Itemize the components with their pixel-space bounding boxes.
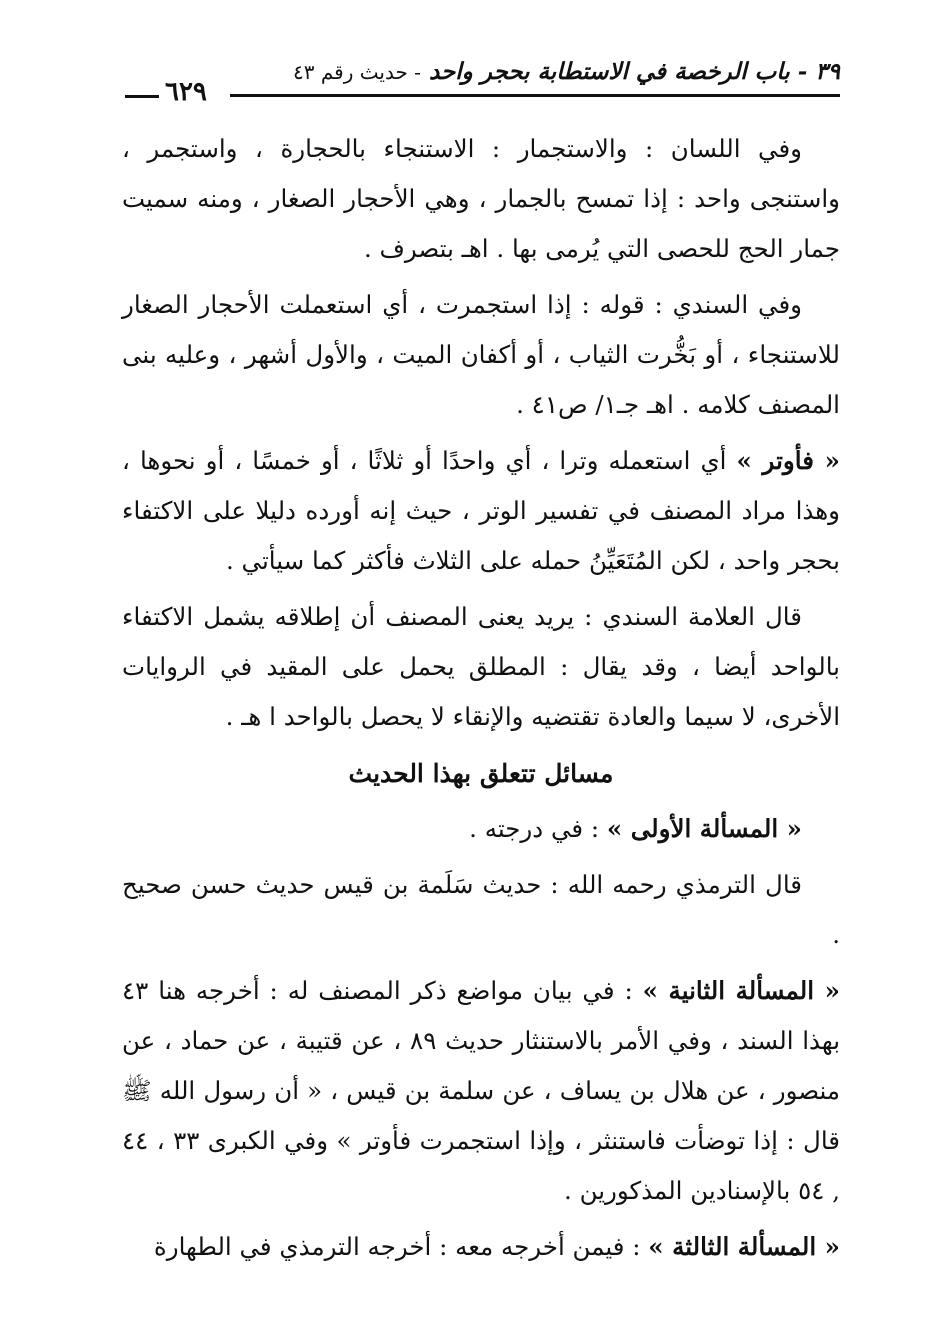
running-header xyxy=(125,58,840,108)
paragraph-text: وفي اللسان : والاستجمار : الاستنجاء بالحجارة ، واستجمر ، واستنجى واحد : إذا تمسح بالجمار ، وهي الأحجار الصغار ، ومنه سميت جمار الحج للحصى التي يُرمى بها . اهـ بتصرف . xyxy=(122,134,840,263)
masala-text: : فيمن أخرجه معه : أخرجه الترمذي في الطهارة xyxy=(153,1232,649,1261)
masala-1 xyxy=(122,804,840,854)
paragraph-text: قال الترمذي رحمه الله : حديث سَلَمة بن قيس حديث حسن صحيح . xyxy=(122,870,840,949)
paragraph-allama xyxy=(122,592,840,742)
masala-label: « المسألة الأولى » xyxy=(606,814,802,843)
chapter-heading xyxy=(293,58,840,85)
header-rule xyxy=(230,94,840,97)
paragraph-text: أي استعمله وترا ، أي واحدًا أو ثلاثًا ، أو خمسًا ، أو نحوها ، وهذا مراد المصنف في تفسير الوتر ، حيث إنه أورده دليلا على الاكتفاء بحجر واحد ، لكن المُتَعَيِّنُ حمله على الثلاث فأكثر كما سيأتي . xyxy=(122,446,840,575)
masala-label: « المسألة الثانية » xyxy=(642,976,840,1005)
keyword-lead: « فأوتر » xyxy=(736,446,840,475)
masala-3 xyxy=(122,1222,840,1272)
page-number-dash xyxy=(125,95,159,98)
paragraph-fa-awtir xyxy=(122,436,840,586)
section-title: مسائل تتعلق بهذا الحديث xyxy=(348,759,614,788)
hadith-number-label: - حديث رقم ٤٣ xyxy=(293,60,421,84)
masala-text: : في درجته . xyxy=(469,814,607,843)
masala-text: : في بيان مواضع ذكر المصنف له : أخرجه هنا ٤٣ بهذا السند ، وفي الأمر بالاستنثار حديث ٨٩ ، عن قتيبة ، عن حماد ، عن منصور ، عن هلال بن يساف ، عن سلمة بن قيس ، « أن رسول الله ﷺ قال : إذا توضأت فاستنثر ، وإذا استجمرت فأوتر » وفي الكبرى ٣٣ ، ٤٤ , ٥٤ بالإسنادين المذكورين . xyxy=(122,976,841,1205)
masala-2 xyxy=(122,966,840,1216)
paragraph-sindi xyxy=(122,280,840,430)
main-text xyxy=(122,124,840,1278)
chapter-title: ٣٩ - باب الرخصة في الاستطابة بحجر واحد xyxy=(428,58,840,85)
paragraph-text: قال العلامة السندي : يريد يعنى المصنف أن إطلاقه يشمل الاكتفاء بالواحد أيضا ، وقد يقال : المطلق يحمل على المقيد في الروايات الأخرى، لا سيما والعادة تقتضيه والإنقاء لا يحصل بالواحد ا هـ . xyxy=(122,602,840,731)
paragraph-lisan xyxy=(122,124,840,274)
paragraph-text: وفي السندي : قوله : إذا استجمرت ، أي استعملت الأحجار الصغار للاستنجاء ، أو بَخُّرت الثياب ، أو أكفان الميت ، والأول أشهر ، وعليه بنى المصنف كلامه . اهـ جـ١/ ص٤١ . xyxy=(122,290,840,419)
masala-1-body xyxy=(122,860,840,960)
page-number: ٦٢٩ xyxy=(165,77,207,107)
masala-label: « المسألة الثالثة » xyxy=(648,1232,840,1261)
